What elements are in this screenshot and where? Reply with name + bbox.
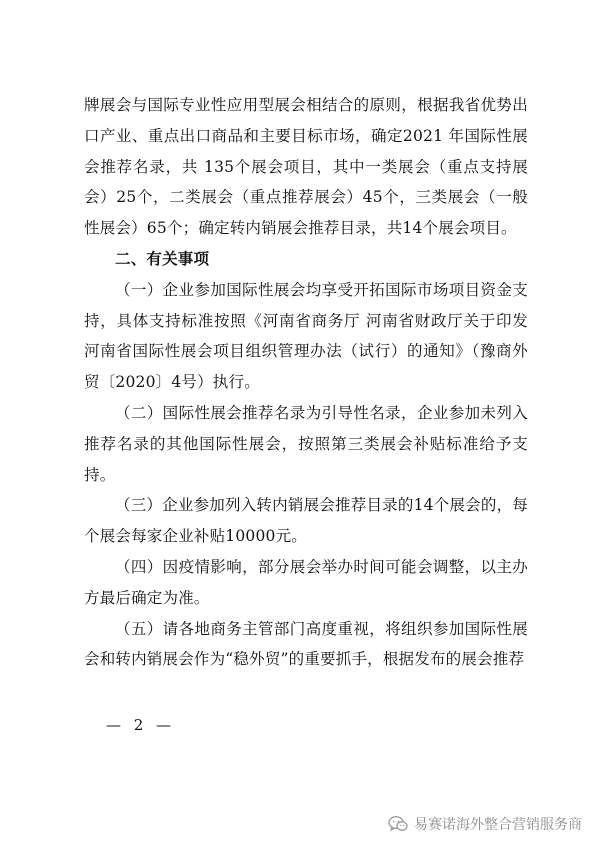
item-paragraph-3: （三）企业参加列入转内销展会推荐目录的14个展会的，每个展会每家企业补贴10000元。 [84,496,528,546]
item-paragraph-1: （一）企业参加国际性展会均享受开拓国际市场项目资金支持，具体支持标准按照《河南省商务厅 河南省财政厅关于印发河南省国际性展会项目组织管理办法（试行）的通知》（豫商外贸〔2020〕4号）执行。 [84,280,528,392]
item-paragraph-5: （五）请各地商务主管部门高度重视，将组织参加国际性展会和转内销展会作为“稳外贸”的重要抓手，根据发布的展会推荐 [84,619,528,669]
item-paragraph-2: （二）国际性展会推荐名录为引导性名录，企业参加未列入推荐名录的其他国际性展会，按照第三类展会补贴标准给予支持。 [84,403,528,484]
page-number: — 2 — [106,716,176,734]
wechat-icon [388,815,408,833]
watermark [388,814,582,834]
item-paragraph-4: （四）因疫情影响，部分展会举办时间可能会调整，以主办方最后确定为准。 [84,557,528,607]
watermark-text: 易赛诺海外整合营销服务商 [414,817,582,833]
section-heading: 二、有关事项 [115,248,210,268]
document-body [84,90,528,675]
intro-paragraph: 牌展会与国际专业性应用型展会相结合的原则，根据我省优势出口产业、重点出口商品和主要目标市场，确定2021 年国际性展会推荐名录，共 135个展会项目，其中一类展会（重点支持展会）25个，二类展会（重点推荐展会）45个，三类展会（一般性展会）65个；确定转内销展会推荐目录，共14个展会项目。 [84,96,528,238]
